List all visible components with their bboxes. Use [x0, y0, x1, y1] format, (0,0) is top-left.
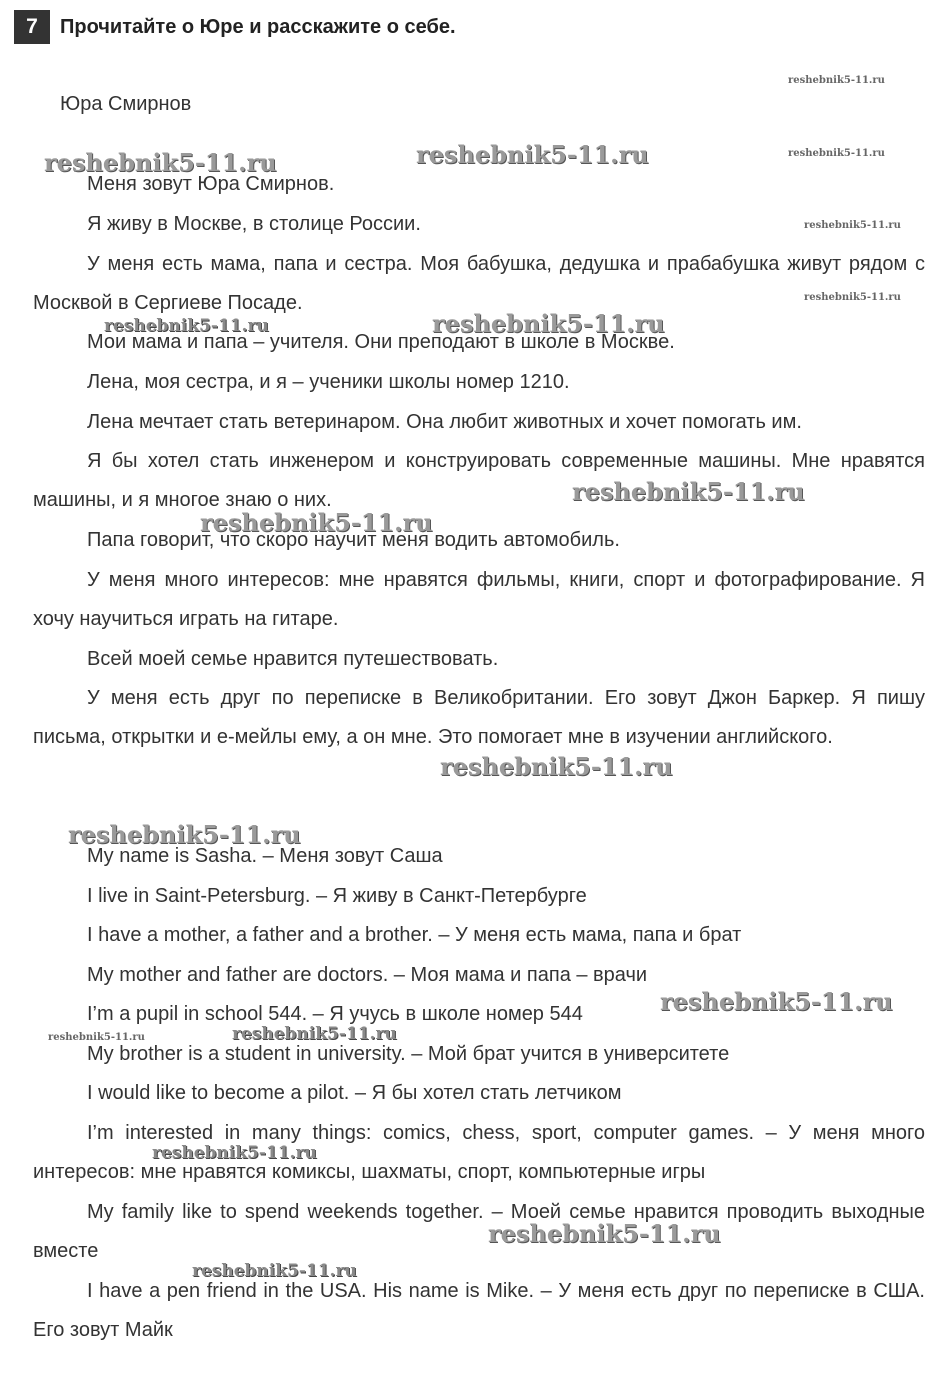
paragraph: Мои мама и папа – учителя. Они преподают в школе в Москве. [87, 331, 675, 353]
task-number: 7 [14, 10, 50, 44]
watermark: reshebnik5-11.ru [804, 292, 901, 303]
task-header [14, 10, 456, 44]
translation-line: My brother is a student in university. – Мой брат учится в университете [87, 1043, 730, 1065]
watermark: reshebnik5-11.ru [660, 987, 893, 1016]
translation-line: I live in Saint-Petersburg. – Я живу в Санкт-Петербурге [87, 885, 587, 907]
paragraph: Папа говорит, что скоро научит меня водить автомобиль. [87, 529, 620, 551]
paragraph: У меня есть мама, папа и сестра. Моя бабушка, дедушка и прабабушка живут рядом с Москвой в Сергиеве Посаде. [33, 253, 925, 314]
paragraph: Лена мечтает стать ветеринаром. Она любит животных и хочет помогать им. [87, 411, 802, 433]
paragraph: У меня много интересов: мне нравятся фильмы, книги, спорт и фотографирование. Я хочу научиться играть на гитаре. [33, 569, 925, 630]
translation-line: I’m a pupil in school 544. – Я учусь в школе номер 544 [87, 1003, 583, 1025]
translation-line: I’m interested in many things: comics, chess, sport, computer games. – У меня много интересов: мне нравятся комиксы, шахматы, спорт, компьютерные игры [33, 1122, 925, 1183]
watermark: reshebnik5-11.ru [200, 508, 433, 537]
paragraph: Лена, моя сестра, и я – ученики школы номер 1210. [87, 371, 570, 393]
translation-line: I would like to become a pilot. – Я бы хотел стать летчиком [87, 1082, 622, 1104]
watermark: reshebnik5-11.ru [788, 75, 885, 86]
watermark: reshebnik5-11.ru [152, 1143, 317, 1163]
watermark: reshebnik5-11.ru [804, 220, 901, 231]
watermark: reshebnik5-11.ru [788, 148, 885, 159]
watermark: reshebnik5-11.ru [416, 140, 649, 169]
watermark: reshebnik5-11.ru [68, 820, 301, 849]
paragraph: Всей моей семье нравится путешествовать. [87, 648, 499, 670]
paragraph: Я бы хотел стать инженером и конструировать современные машины. Мне нравятся машины, и я многое знаю о них. [33, 450, 925, 511]
translation-line: My family like to spend weekends together. – Моей семье нравится проводить выходные вместе [33, 1201, 925, 1262]
watermark: reshebnik5-11.ru [432, 309, 665, 338]
translation-line: My name is Sasha. – Меня зовут Саша [87, 845, 443, 867]
translation-line: I have a pen friend in the USA. His name is Mike. – У меня есть друг по переписке в США. Его зовут Майк [33, 1280, 925, 1341]
watermark: reshebnik5-11.ru [192, 1261, 357, 1281]
watermark: reshebnik5-11.ru [104, 316, 269, 336]
watermark: reshebnik5-11.ru [232, 1024, 397, 1044]
paragraph: Меня зовут Юра Смирнов. [87, 173, 335, 195]
paragraph: У меня есть друг по переписке в Великобритании. Его зовут Джон Баркер. Я пишу письма, открытки и е-мейлы ему, а он мне. Это помогает мне в изучении английского. [33, 687, 925, 748]
paragraph: Я живу в Москве, в столице России. [87, 213, 421, 235]
document-author: Юра Смирнов [60, 93, 192, 115]
watermark: reshebnik5-11.ru [44, 148, 277, 177]
task-title: Прочитайте о Юре и расскажите о себе. [60, 15, 456, 38]
watermark: reshebnik5-11.ru [572, 477, 805, 506]
translation-line: My mother and father are doctors. – Моя мама и папа – врачи [87, 964, 648, 986]
watermark: reshebnik5-11.ru [440, 752, 673, 781]
watermark: reshebnik5-11.ru [48, 1032, 145, 1043]
translation-line: I have a mother, a father and a brother. – У меня есть мама, папа и брат [87, 924, 742, 946]
watermark: reshebnik5-11.ru [488, 1219, 721, 1248]
